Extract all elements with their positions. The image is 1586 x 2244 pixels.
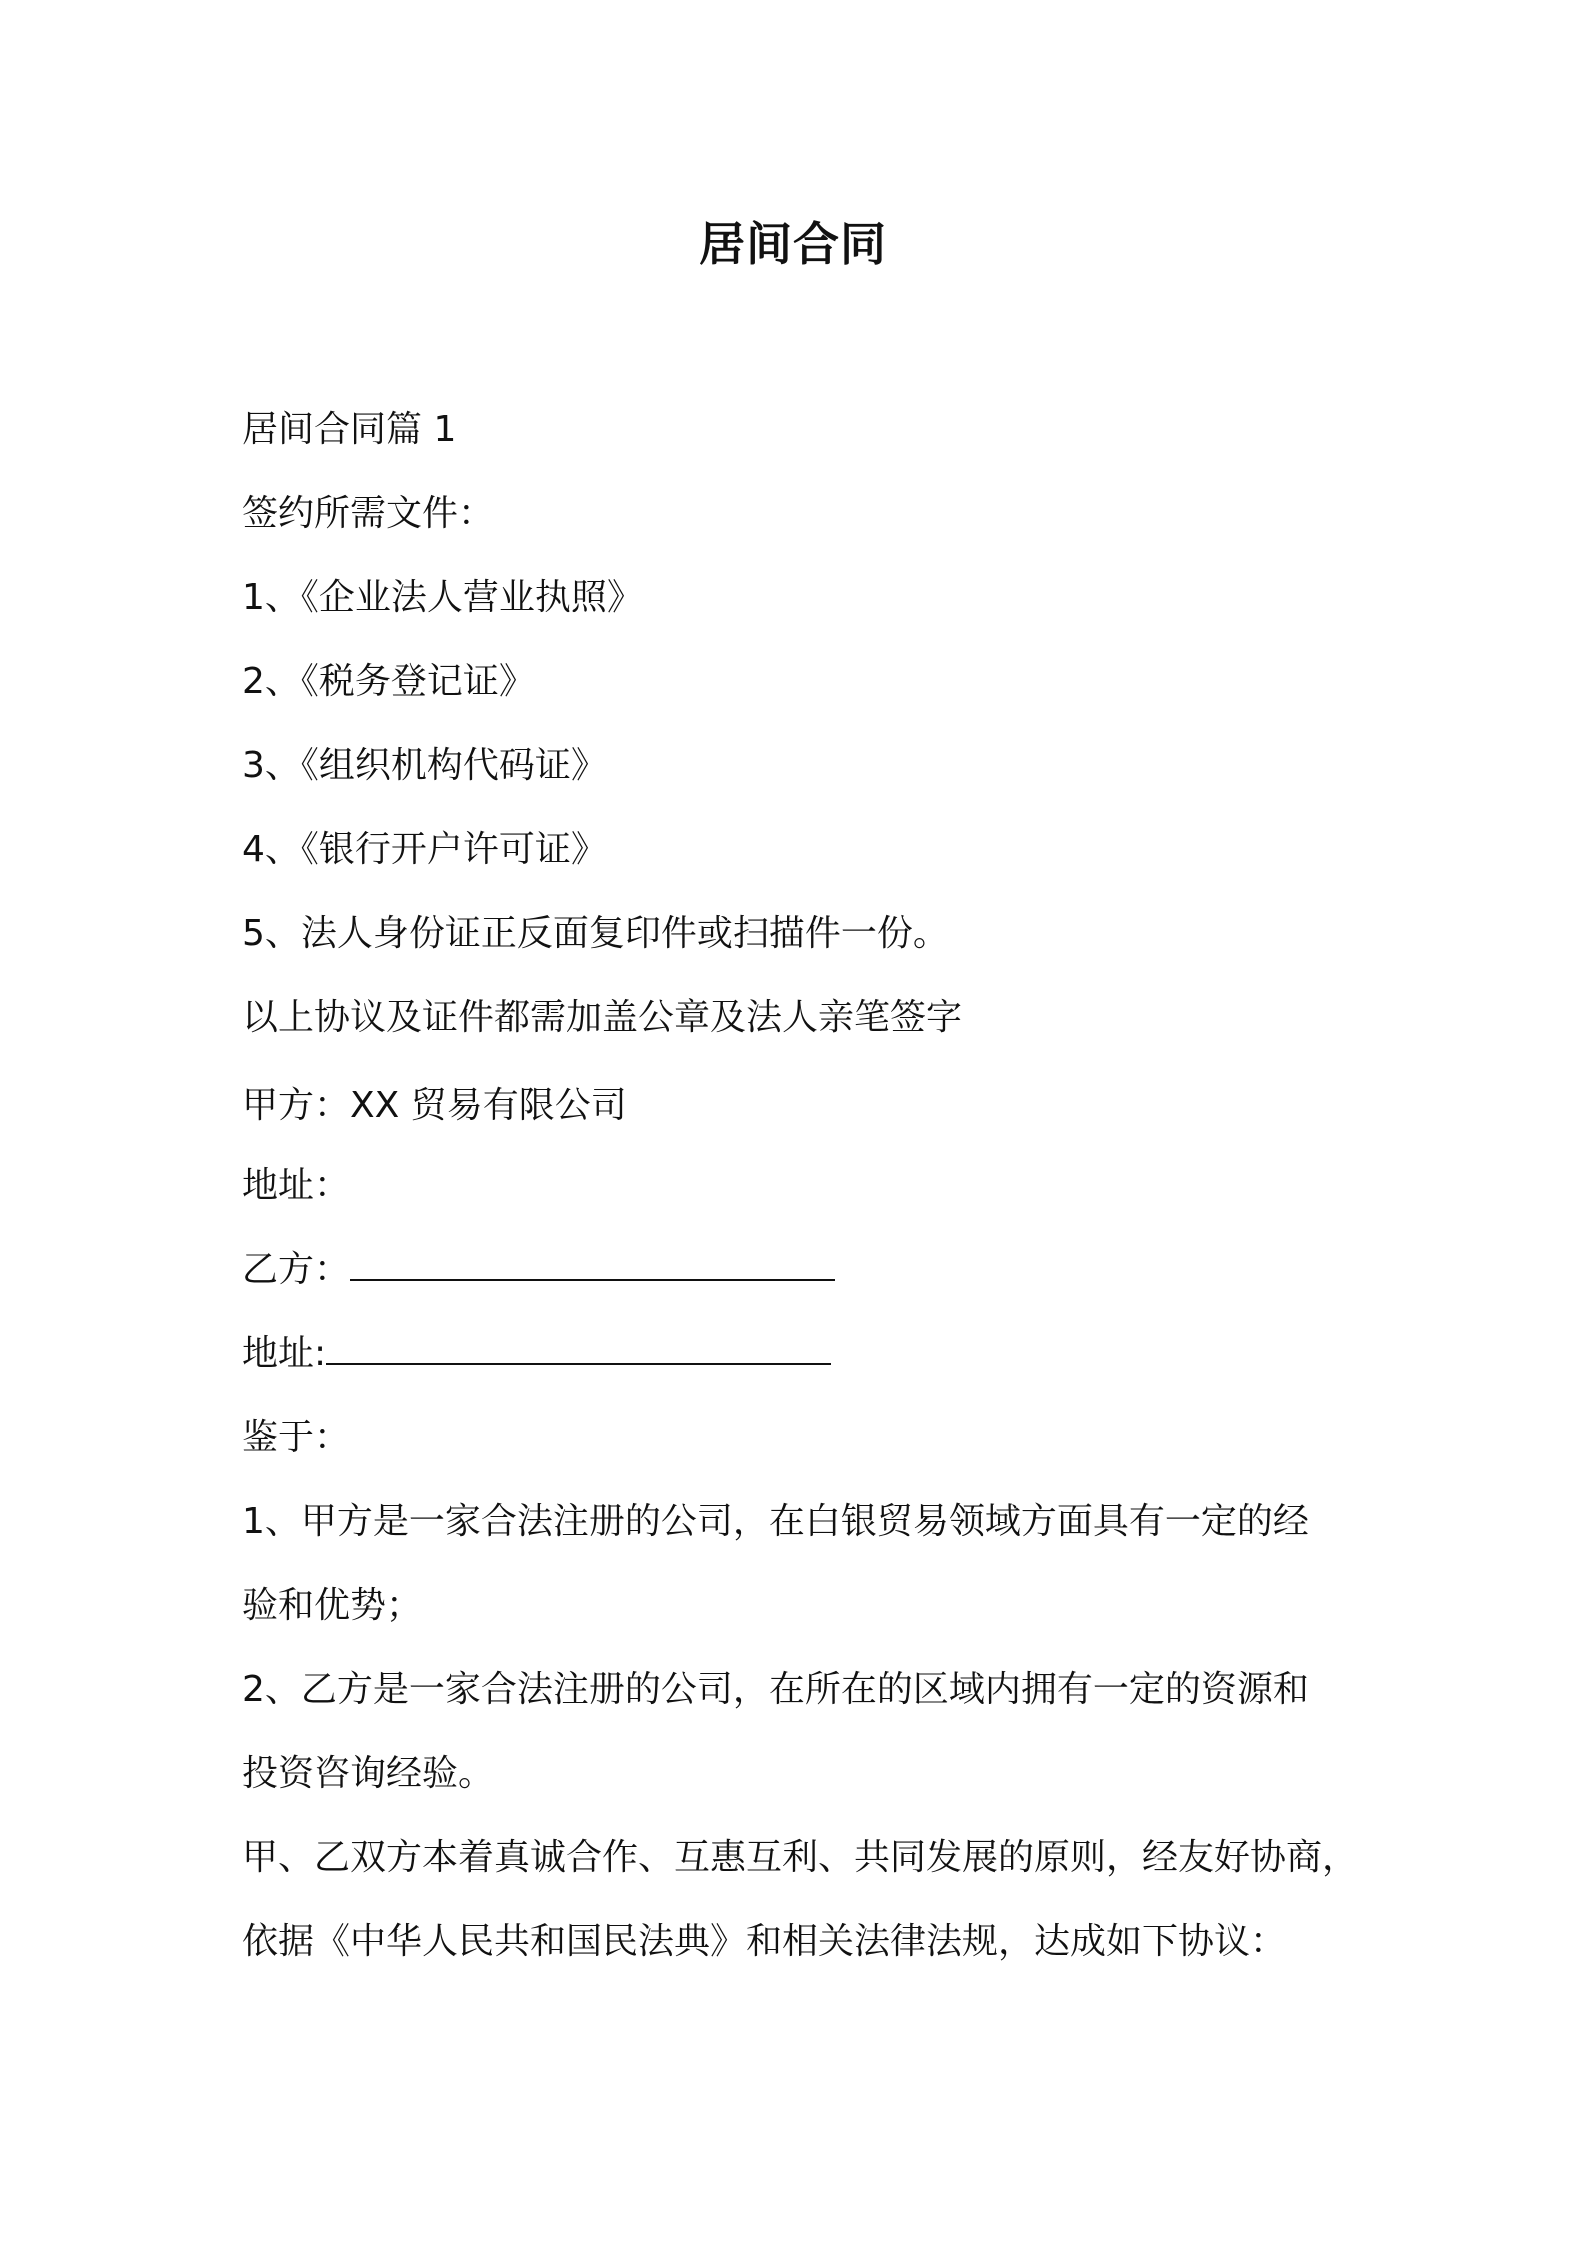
required-doc-item: 2、《税务登记证》: [242, 661, 535, 702]
required-doc-item: 4、《银行开户许可证》: [242, 829, 607, 870]
document-body: [242, 405, 1362, 1967]
party-b-blank: [350, 1245, 835, 1281]
whereas-clause-2: 2、乙方是一家合法注册的公司，在所在的区域内拥有一定的资源和: [242, 1669, 1309, 1710]
party-b-address-blank: [326, 1329, 831, 1365]
section-heading: 居间合同篇 1: [242, 409, 457, 450]
whereas-clause-2-continued: 投资咨询经验。: [242, 1753, 495, 1794]
closing-paragraph: 甲、乙双方本着真诚合作、互惠互利、共同发展的原则，经友好协商，: [242, 1837, 1359, 1878]
whereas-clause-1: 1、甲方是一家合法注册的公司，在白银贸易领域方面具有一定的经: [242, 1501, 1309, 1542]
party-b-label: 乙方：: [242, 1249, 351, 1290]
closing-paragraph-continued: 依据《中华人民共和国民法典》和相关法律法规，达成如下协议：: [242, 1921, 1287, 1962]
required-docs-intro: 签约所需文件：: [242, 493, 495, 534]
party-a-name: 甲方：XX 贸易有限公司: [242, 1085, 627, 1126]
required-doc-item: 5、法人身份证正反面复印件或扫描件一份。: [242, 913, 949, 954]
whereas-label: 鉴于：: [242, 1417, 351, 1458]
party-b-line: [242, 1245, 1362, 1295]
party-a-address: 地址：: [242, 1165, 351, 1206]
whereas-clause-1-continued: 验和优势；: [242, 1585, 423, 1626]
required-doc-item: 3、《组织机构代码证》: [242, 745, 607, 786]
party-b-address-line: [242, 1329, 1362, 1379]
document-title: 居间合同: [699, 217, 887, 271]
required-doc-item: 1、《企业法人营业执照》: [242, 577, 643, 618]
seal-note: 以上协议及证件都需加盖公章及法人亲笔签字: [242, 997, 963, 1038]
party-b-address-label: 地址:: [242, 1333, 327, 1374]
